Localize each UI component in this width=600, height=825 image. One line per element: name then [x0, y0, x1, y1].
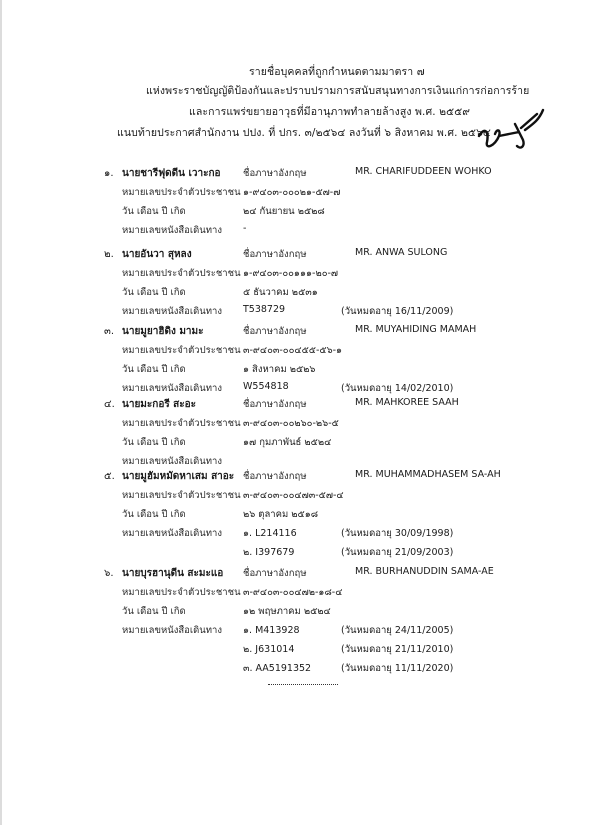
- expiry-label: วันหมดอายุ: [344, 306, 392, 317]
- dob-value: ๕ ธันวาคม ๒๕๓๑: [243, 287, 318, 298]
- passport-number: -: [243, 223, 247, 234]
- person-number: ๒.: [104, 249, 114, 260]
- expiry-label: วันหมดอายุ: [344, 663, 392, 674]
- expiry-label: วันหมดอายุ: [344, 528, 392, 539]
- person-name-english: MR. MUHAMMADHASEM SA-AH: [355, 469, 501, 480]
- passport-expiry: (วันหมดอายุ 30/09/1998): [341, 528, 454, 539]
- person-name-thai: นายชารีฟุดดีน เวาะกอ: [122, 168, 221, 179]
- dob-value: ๒๔ กันยายน ๒๕๒๘: [243, 206, 325, 217]
- person-name-english: MR. MUYAHIDING MAMAH: [355, 324, 477, 335]
- dob-value: ๑๗ กุมภาพันธ์ ๒๕๒๔: [243, 437, 332, 448]
- expiry-label: วันหมดอายุ: [344, 547, 392, 558]
- passport-expiry: (วันหมดอายุ 21/11/2010): [341, 644, 454, 655]
- passport-expiry: (วันหมดอายุ 24/11/2005): [341, 625, 454, 636]
- passport-label: หมายเลขหนังสือเดินทาง: [122, 306, 223, 317]
- person-number: ๓.: [104, 326, 115, 337]
- english-name-label: ชื่อภาษาอังกฤษ: [243, 471, 307, 482]
- passport-number: ๒. I397679: [243, 547, 295, 558]
- header-line-2: แห่งพระราชบัญญัติป้องกันและปราบปรามการสนับสนุนทางการเงินแก่การก่อการร้าย: [146, 85, 530, 97]
- passport-expiry: (วันหมดอายุ 11/11/2020): [341, 663, 454, 674]
- person-name-english: MR. ANWA SULONG: [355, 247, 448, 258]
- id-number-value: ๑-๙๔๐๓-๐๐๑๑๑-๒๐-๗: [243, 268, 339, 279]
- expiry-date: 14/02/2010: [394, 383, 450, 394]
- id-number-value: ๑-๙๔๐๓-๐๐๐๒๑-๕๗-๗: [243, 187, 341, 198]
- id-number-value: ๓-๙๔๐๓-๐๐๔๗๒-๑๘-๔: [243, 587, 343, 598]
- signature: [475, 106, 545, 154]
- english-name-label: ชื่อภาษาอังกฤษ: [243, 326, 307, 337]
- passport-label: หมายเลขหนังสือเดินทาง: [122, 383, 223, 394]
- english-name-label: ชื่อภาษาอังกฤษ: [243, 399, 307, 410]
- expiry-date: 21/09/2003: [394, 547, 450, 558]
- person-name-english: MR. CHARIFUDDEEN WOHKO: [355, 166, 492, 177]
- person-number: ๔.: [104, 399, 115, 410]
- passport-label: หมายเลขหนังสือเดินทาง: [122, 456, 223, 467]
- header-line-1: รายชื่อบุคคลที่ถูกกำหนดตามมาตรา ๗: [249, 66, 425, 78]
- dob-value: ๑๒ พฤษภาคม ๒๕๒๔: [243, 606, 331, 617]
- person-name-thai: นายอันวา สุหลง: [122, 249, 192, 260]
- passport-number: ๒. J631014: [243, 644, 295, 655]
- person-name-thai: นายมะกอรี สะอะ: [122, 399, 197, 410]
- person-number: ๖.: [104, 568, 114, 579]
- expiry-date: 24/11/2005: [394, 625, 450, 636]
- english-name-label: ชื่อภาษาอังกฤษ: [243, 168, 307, 179]
- dob-value: ๒๖ ตุลาคม ๒๕๑๘: [243, 509, 319, 520]
- passport-number: ๑. M413928: [243, 625, 300, 636]
- expiry-label: วันหมดอายุ: [344, 383, 392, 394]
- header-line-3: และการแพร่ขยายอาวุธที่มีอานุภาพทำลายล้างสูง พ.ศ. ๒๕๕๙: [189, 106, 471, 118]
- passport-label: หมายเลขหนังสือเดินทาง: [122, 225, 223, 236]
- passport-number: ๑. L214116: [243, 528, 297, 539]
- person-name-english: MR. BURHANUDDIN SAMA-AE: [355, 566, 494, 577]
- id-number-label: หมายเลขประจำตัวประชาชน: [122, 418, 241, 429]
- id-number-label: หมายเลขประจำตัวประชาชน: [122, 187, 241, 198]
- dob-label: วัน เดือน ปี เกิด: [122, 437, 186, 448]
- id-number-value: ๓-๙๔๐๓-๐๐๔๕๕-๕๖-๑: [243, 345, 343, 356]
- id-number-value: ๓-๙๔๐๓-๐๐๔๗๓-๕๗-๔: [243, 490, 344, 501]
- expiry-label: วันหมดอายุ: [344, 625, 392, 636]
- dob-value: ๑ สิงหาคม ๒๕๒๖: [243, 364, 316, 375]
- english-name-label: ชื่อภาษาอังกฤษ: [243, 249, 307, 260]
- dob-label: วัน เดือน ปี เกิด: [122, 364, 186, 375]
- passport-label: หมายเลขหนังสือเดินทาง: [122, 528, 223, 539]
- id-number-label: หมายเลขประจำตัวประชาชน: [122, 587, 241, 598]
- passport-expiry: (วันหมดอายุ 16/11/2009): [341, 306, 454, 317]
- expiry-label: วันหมดอายุ: [344, 644, 392, 655]
- person-number: ๑.: [104, 168, 114, 179]
- person-name-thai: นายมูยาฮิดิง มามะ: [122, 326, 204, 337]
- person-name-thai: นายบุรฮานุดีน สะมะแอ: [122, 568, 224, 579]
- passport-number: W554818: [243, 381, 289, 392]
- person-name-english: MR. MAHKOREE SAAH: [355, 397, 459, 408]
- passport-number: T538729: [243, 304, 286, 315]
- id-number-label: หมายเลขประจำตัวประชาชน: [122, 268, 241, 279]
- expiry-date: 21/11/2010: [394, 644, 450, 655]
- expiry-date: 11/11/2020: [394, 663, 450, 674]
- id-number-label: หมายเลขประจำตัวประชาชน: [122, 490, 241, 501]
- id-number-label: หมายเลขประจำตัวประชาชน: [122, 345, 241, 356]
- dob-label: วัน เดือน ปี เกิด: [122, 509, 186, 520]
- dob-label: วัน เดือน ปี เกิด: [122, 287, 186, 298]
- expiry-date: 30/09/1998: [394, 528, 450, 539]
- english-name-label: ชื่อภาษาอังกฤษ: [243, 568, 307, 579]
- person-name-thai: นายมูฮัมหมัดหาเสม สาอะ: [122, 471, 235, 482]
- passport-expiry: (วันหมดอายุ 21/09/2003): [341, 547, 454, 558]
- end-dots: [268, 684, 338, 685]
- person-number: ๕.: [104, 471, 115, 482]
- passport-number: ๓. AA5191352: [243, 663, 312, 674]
- passport-label: หมายเลขหนังสือเดินทาง: [122, 625, 223, 636]
- dob-label: วัน เดือน ปี เกิด: [122, 206, 186, 217]
- id-number-value: ๓-๙๔๐๓-๐๐๒๖๐-๒๖-๕: [243, 418, 339, 429]
- dob-label: วัน เดือน ปี เกิด: [122, 606, 186, 617]
- passport-expiry: (วันหมดอายุ 14/02/2010): [341, 383, 454, 394]
- expiry-date: 16/11/2009: [394, 306, 450, 317]
- header-line-4: แนบท้ายประกาศสำนักงาน ปปง. ที่ ปกร. ๓/๒๕๖๔ ลงวันที่ ๖ สิงหาคม พ.ศ. ๒๕๖๔: [117, 127, 491, 139]
